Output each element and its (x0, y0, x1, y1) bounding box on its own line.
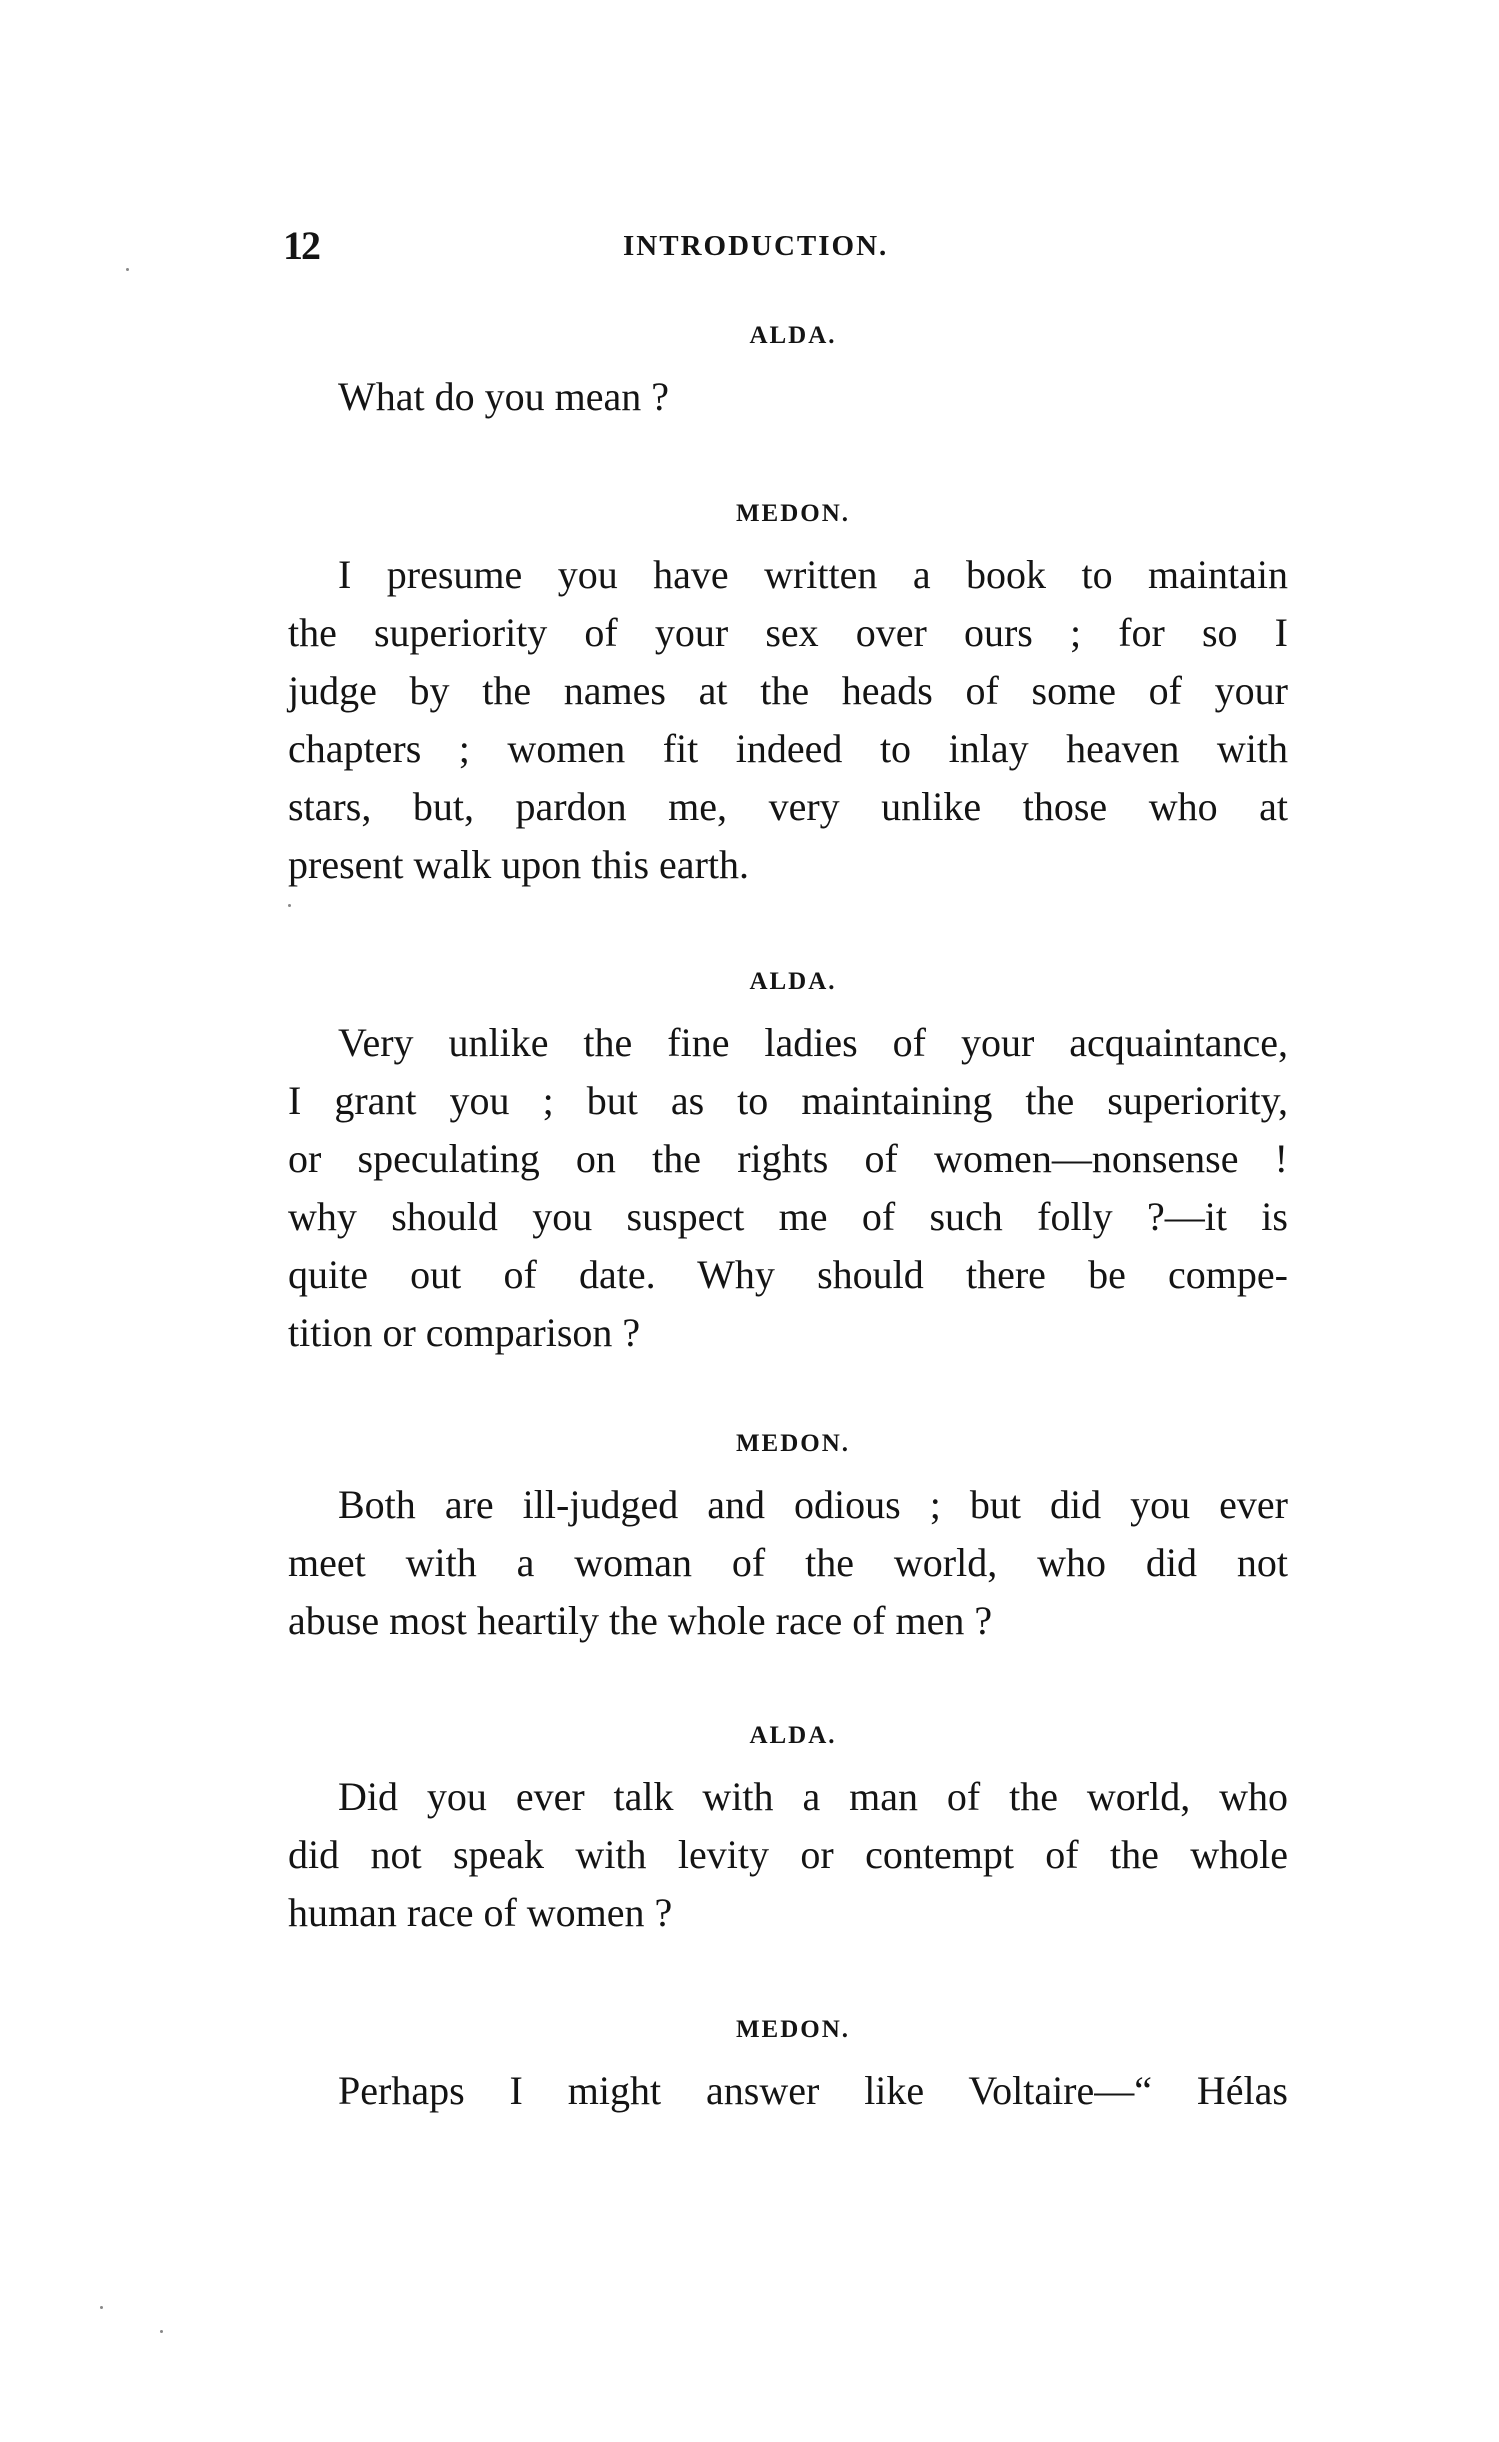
dialogue-line: human race of women ? (288, 1890, 673, 1935)
speaker-name: MEDON. (735, 500, 851, 527)
running-head (283, 222, 1283, 272)
dialogue-line: judge by the names at the heads of some of your (288, 668, 1288, 713)
dialogue-line: What do you mean ? (338, 374, 669, 419)
dialogue-line: I presume you have written a book to maintain (338, 552, 1288, 597)
speaker-name: ALDA. (749, 968, 837, 995)
speaker-name: ALDA. (749, 1722, 837, 1749)
dialogue-line: present walk upon this earth. (288, 842, 749, 887)
dialogue-line: did not speak with levity or contempt of the whole (288, 1832, 1288, 1877)
running-title: INTRODUCTION. (623, 230, 889, 262)
dialogue-line: Both are ill-judged and odious ; but did you ever (338, 1482, 1288, 1527)
dialogue-line: tition or comparison ? (288, 1310, 641, 1355)
speaker-name: ALDA. (749, 322, 837, 349)
dialogue-line: abuse most heartily the whole race of men ? (288, 1598, 993, 1643)
dialogue-line: why should you suspect me of such folly ?—it is (288, 1194, 1288, 1239)
dialogue-line: the superiority of your sex over ours ; for so I (288, 610, 1288, 655)
dialogue-line: Very unlike the fine ladies of your acquaintance, (338, 1020, 1288, 1065)
dialogue-line: stars, but, pardon me, very unlike those who at (288, 784, 1288, 829)
scan-speck (288, 904, 291, 907)
dialogue-line: Perhaps I might answer like Voltaire—“ Hélas (338, 2068, 1288, 2113)
dialogue-line: I grant you ; but as to maintaining the superiority, (288, 1078, 1288, 1123)
scan-speck (160, 2330, 163, 2333)
scan-speck (100, 2306, 103, 2309)
dialogue-line: quite out of date. Why should there be compe- (288, 1252, 1288, 1297)
dialogue-line: Did you ever talk with a man of the world, who (338, 1774, 1288, 1819)
page-number: 12 (283, 223, 319, 268)
scan-speck (126, 268, 129, 271)
speaker-name: MEDON. (735, 2016, 851, 2043)
dialogue-line: or speculating on the rights of women—nonsense ! (288, 1136, 1288, 1181)
speaker-name: MEDON. (735, 1430, 851, 1457)
dialogue-line: chapters ; women fit indeed to inlay heaven with (288, 726, 1288, 771)
dialogue-line: meet with a woman of the world, who did not (288, 1540, 1288, 1585)
